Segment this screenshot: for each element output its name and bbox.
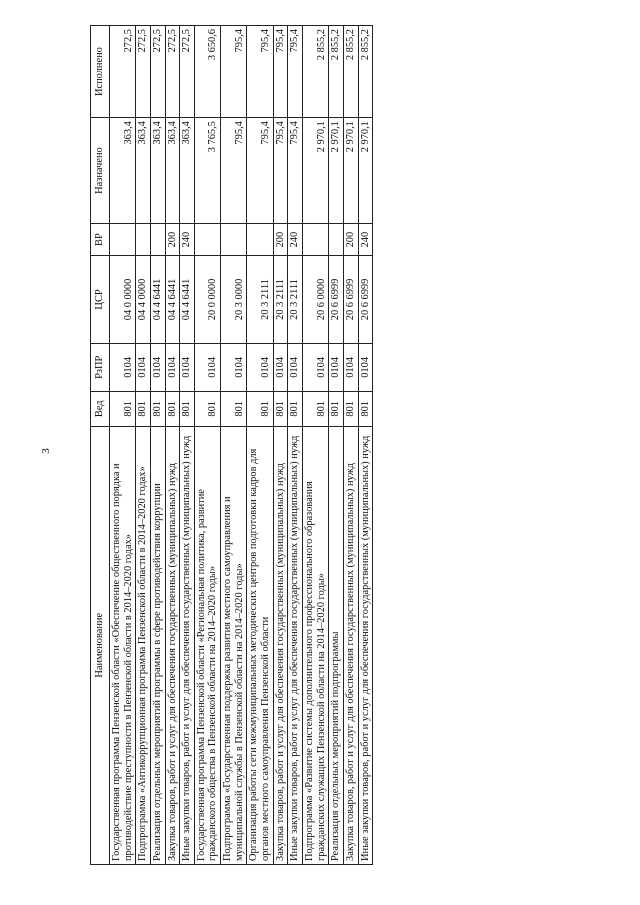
cell-assigned: 363,4 (110, 118, 136, 224)
table-row (288, 26, 303, 865)
cell-rzpr: 0104 (288, 343, 303, 391)
cell-csr: 20 3 2111 (288, 256, 303, 343)
cell-name: Государственная программа Пензенской области «Региональная политика, развитие гражданского общества в Пензенской области на 2014–2020 годы» (194, 426, 220, 864)
header-ved: Вед (91, 392, 110, 427)
cell-ved: 801 (343, 392, 358, 427)
budget-table (90, 25, 373, 865)
cell-assigned: 3 765,5 (194, 118, 220, 224)
header-csr: ЦСР (91, 256, 110, 343)
cell-name: Иные закупки товаров, работ и услуг для обеспечения государственных (муниципальных) нужд (358, 426, 373, 864)
cell-rzpr: 0104 (358, 343, 373, 391)
cell-csr: 04 4 6441 (180, 256, 195, 343)
cell-name: Иные закупки товаров, работ и услуг для обеспечения государственных (муниципальных) нужд (288, 426, 303, 864)
table-row (247, 26, 273, 865)
table-row (302, 26, 328, 865)
cell-executed: 272,5 (180, 26, 195, 118)
cell-rzpr: 0104 (221, 343, 247, 391)
cell-executed: 272,5 (136, 26, 151, 118)
table-row (150, 26, 165, 865)
cell-executed: 2 855,2 (343, 26, 358, 118)
cell-ved: 801 (165, 392, 180, 427)
cell-ved: 801 (358, 392, 373, 427)
cell-rzpr: 0104 (343, 343, 358, 391)
cell-rzpr: 0104 (136, 343, 151, 391)
cell-csr: 04 0 0000 (110, 256, 136, 343)
header-executed: Исполнено (91, 26, 110, 118)
table-row (358, 26, 373, 865)
cell-name: Реализация отдельных мероприятий подпрограммы (329, 426, 344, 864)
cell-rzpr: 0104 (329, 343, 344, 391)
cell-vr: 240 (358, 224, 373, 256)
cell-rzpr: 0104 (110, 343, 136, 391)
cell-csr: 20 6 0000 (302, 256, 328, 343)
page-number: 3 (40, 448, 52, 454)
cell-name: Подпрограмма «Государственная поддержка развития местного самоуправления и муниципальной службы в Пензенской области на 2014–2020 годы» (221, 426, 247, 864)
cell-name: Закупка товаров, работ и услуг для обеспечения государственных (муниципальных) нужд (165, 426, 180, 864)
cell-rzpr: 0104 (247, 343, 273, 391)
cell-rzpr: 0104 (150, 343, 165, 391)
cell-assigned: 363,4 (165, 118, 180, 224)
table-row (110, 26, 136, 865)
cell-executed: 2 855,2 (302, 26, 328, 118)
cell-vr (302, 224, 328, 256)
cell-rzpr: 0104 (194, 343, 220, 391)
cell-assigned: 363,4 (150, 118, 165, 224)
cell-vr: 200 (165, 224, 180, 256)
cell-csr: 20 6 6999 (358, 256, 373, 343)
cell-vr (136, 224, 151, 256)
cell-vr (329, 224, 344, 256)
table-row (221, 26, 247, 865)
table-row (180, 26, 195, 865)
table-row (329, 26, 344, 865)
cell-executed: 272,5 (165, 26, 180, 118)
cell-assigned: 795,4 (288, 118, 303, 224)
cell-ved: 801 (302, 392, 328, 427)
cell-name: Организация работы сети межмуниципальных методических центров подготовки кадров для органов местного самоуправления Пензенской области (247, 426, 273, 864)
cell-ved: 801 (247, 392, 273, 427)
cell-vr (247, 224, 273, 256)
cell-executed: 272,5 (150, 26, 165, 118)
cell-ved: 801 (150, 392, 165, 427)
cell-assigned: 795,4 (221, 118, 247, 224)
cell-executed: 2 855,2 (358, 26, 373, 118)
cell-vr (150, 224, 165, 256)
table-row (136, 26, 151, 865)
cell-name: Иные закупки товаров, работ и услуг для обеспечения государственных (муниципальных) нужд (180, 426, 195, 864)
cell-rzpr: 0104 (165, 343, 180, 391)
cell-assigned: 2 970,1 (343, 118, 358, 224)
cell-assigned: 363,4 (136, 118, 151, 224)
cell-assigned: 795,4 (247, 118, 273, 224)
cell-ved: 801 (221, 392, 247, 427)
cell-name: Подпрограмма «Антикоррупционная программа Пензенской области в 2014–2020 годах» (136, 426, 151, 864)
cell-assigned: 2 970,1 (302, 118, 328, 224)
cell-csr: 20 6 6999 (343, 256, 358, 343)
table-row (343, 26, 358, 865)
cell-executed: 795,4 (221, 26, 247, 118)
cell-name: Закупка товаров, работ и услуг для обеспечения государственных (муниципальных) нужд (273, 426, 288, 864)
cell-assigned: 2 970,1 (358, 118, 373, 224)
cell-vr: 200 (343, 224, 358, 256)
cell-ved: 801 (180, 392, 195, 427)
cell-vr (110, 224, 136, 256)
cell-vr: 240 (180, 224, 195, 256)
cell-ved: 801 (110, 392, 136, 427)
table-row (165, 26, 180, 865)
cell-vr (194, 224, 220, 256)
cell-name: Закупка товаров, работ и услуг для обеспечения государственных (муниципальных) нужд (343, 426, 358, 864)
cell-rzpr: 0104 (302, 343, 328, 391)
table-header-row (91, 26, 110, 865)
cell-executed: 272,5 (110, 26, 136, 118)
cell-vr (221, 224, 247, 256)
cell-assigned: 2 970,1 (329, 118, 344, 224)
rotated-page-content (90, 25, 562, 865)
cell-vr: 240 (288, 224, 303, 256)
cell-ved: 801 (329, 392, 344, 427)
cell-rzpr: 0104 (273, 343, 288, 391)
cell-rzpr: 0104 (180, 343, 195, 391)
cell-csr: 04 4 6441 (150, 256, 165, 343)
cell-csr: 04 4 0000 (136, 256, 151, 343)
cell-executed: 3 650,6 (194, 26, 220, 118)
cell-executed: 2 855,2 (329, 26, 344, 118)
header-vr: ВР (91, 224, 110, 256)
table-row (194, 26, 220, 865)
cell-csr: 20 3 0000 (221, 256, 247, 343)
cell-csr: 20 6 6999 (329, 256, 344, 343)
cell-csr: 20 3 2111 (247, 256, 273, 343)
cell-executed: 795,4 (288, 26, 303, 118)
cell-ved: 801 (136, 392, 151, 427)
cell-executed: 795,4 (247, 26, 273, 118)
cell-name: Реализация отдельных мероприятий программы в сфере противодействия коррупции (150, 426, 165, 864)
cell-assigned: 795,4 (273, 118, 288, 224)
cell-ved: 801 (273, 392, 288, 427)
cell-csr: 04 4 6441 (165, 256, 180, 343)
cell-ved: 801 (288, 392, 303, 427)
header-rzpr: РзПР (91, 343, 110, 391)
cell-assigned: 363,4 (180, 118, 195, 224)
cell-executed: 795,4 (273, 26, 288, 118)
cell-ved: 801 (194, 392, 220, 427)
cell-name: Подпрограмма «Развитие системы дополнительного профессионального образования гражданских служащих Пензенской области на 2014–2020 годы» (302, 426, 328, 864)
cell-name: Государственная программа Пензенской области «Обеспечение общественного порядка и противодействие преступности в Пензенской области в 2014–2020 годах» (110, 426, 136, 864)
cell-csr: 20 0 0000 (194, 256, 220, 343)
header-assigned: Назначено (91, 118, 110, 224)
table-body (110, 26, 373, 865)
table-row (273, 26, 288, 865)
header-name: Наименование (91, 426, 110, 864)
cell-vr: 200 (273, 224, 288, 256)
cell-csr: 20 3 2111 (273, 256, 288, 343)
